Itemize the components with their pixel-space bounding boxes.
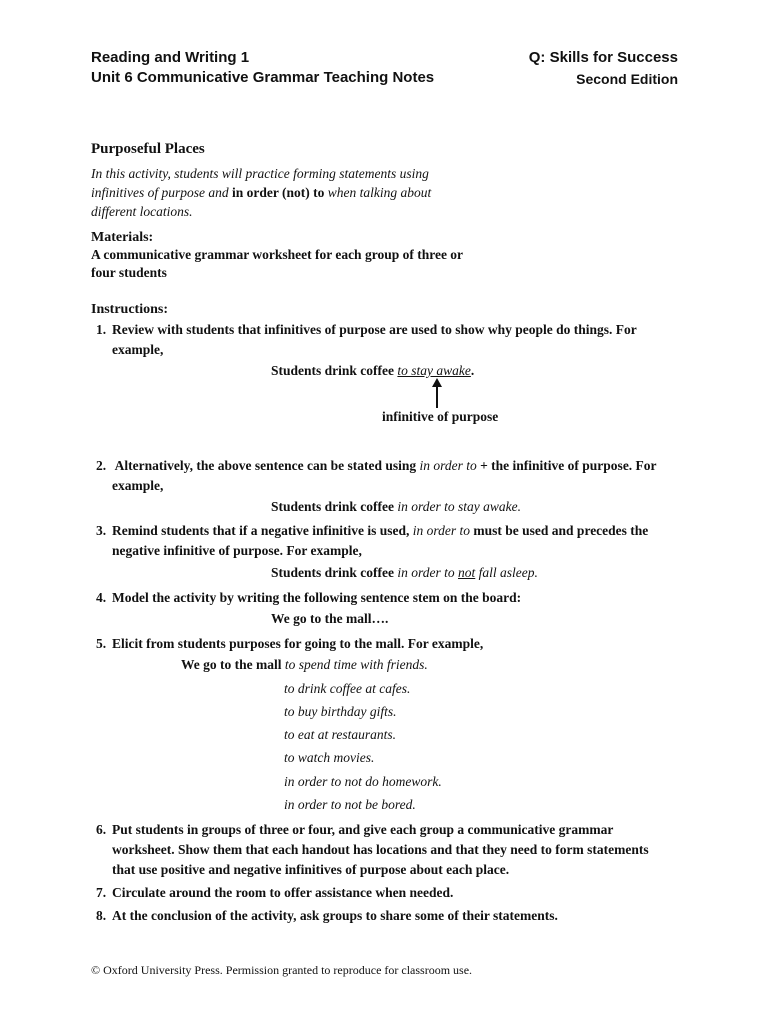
intro-line-2	[91, 185, 431, 201]
intro-emphasis: in order (not) to	[232, 185, 325, 200]
example-sentence-5	[181, 657, 428, 673]
instruction-step-5	[96, 634, 676, 654]
instruction-step-4	[96, 588, 676, 608]
step-text: Elicit from students purposes for going to the mall. For example,	[112, 636, 484, 651]
example-sentence-4: We go to the mall….	[271, 611, 389, 626]
example-infinitive: to stay awake	[397, 363, 471, 378]
purpose-list-item: in order to not be bored.	[284, 797, 416, 812]
purpose-list-item: to buy birthday gifts.	[284, 704, 397, 719]
purpose-list-item: to drink coffee at cafes.	[284, 681, 411, 696]
example-phrase: in order to stay awake.	[397, 499, 521, 514]
step-number: 1.	[96, 322, 107, 337]
header-series-title: Q: Skills for Success	[528, 49, 678, 66]
step-number: 3.	[96, 523, 107, 538]
example-period: .	[470, 363, 475, 378]
footer-copyright: © Oxford University Press. Permission granted to reproduce for classroom use.	[91, 963, 473, 977]
step-text-cont: example,	[112, 478, 164, 493]
example-phrase-end: fall asleep.	[475, 565, 538, 580]
step-text-cont: example,	[112, 342, 164, 357]
step-phrase: in order to	[412, 523, 471, 538]
purpose-list-item: to watch movies.	[284, 750, 375, 765]
step-text-cont: negative infinitive of purpose. For example,	[112, 543, 362, 558]
instruction-step-6	[96, 820, 676, 880]
step-phrase: in order to	[419, 458, 477, 473]
step-number: 2.	[96, 458, 107, 473]
step-text: Alternatively, the above sentence can be stated using	[112, 458, 420, 473]
infinitive-annotation: infinitive of purpose	[382, 409, 499, 424]
example-sentence-2	[271, 499, 521, 515]
instruction-step-1	[96, 320, 676, 360]
step-text-cont: worksheet. Show them that each handout has locations and that they need to form statements	[112, 842, 649, 857]
header-unit-title: Unit 6 Communicative Grammar Teaching Notes	[91, 69, 435, 86]
instruction-step-7	[96, 883, 676, 903]
header-edition: Second Edition	[576, 71, 678, 87]
step-number: 6.	[96, 822, 107, 837]
purpose-list-item: in order to not do homework.	[284, 774, 442, 789]
instruction-step-3	[96, 521, 676, 561]
example-text: Students drink coffee	[271, 499, 398, 514]
step-text: Put students in groups of three or four, and give each group a communicative grammar	[112, 822, 614, 837]
intro-text: infinitives of purpose and	[91, 185, 232, 200]
step-text: Circulate around the room to offer assistance when needed.	[112, 885, 454, 900]
example-text: We go to the mall	[181, 657, 285, 672]
intro-text-cont: when talking about	[324, 185, 432, 200]
example-text: Students drink coffee	[271, 565, 398, 580]
step-number: 8.	[96, 908, 107, 923]
example-text: Students drink coffee	[271, 363, 398, 378]
intro-line-3: different locations.	[91, 204, 193, 219]
instruction-step-2	[96, 456, 676, 496]
example-purpose: to spend time with friends.	[284, 657, 428, 672]
example-negation: not	[458, 565, 476, 580]
instruction-step-8	[96, 906, 676, 926]
step-number: 7.	[96, 885, 107, 900]
step-text-cont: must be used and precedes the	[470, 523, 649, 538]
example-sentence-1	[271, 363, 474, 379]
section-title: Purposeful Places	[91, 141, 205, 157]
materials-heading: Materials:	[91, 230, 154, 245]
intro-line-1: In this activity, students will practice forming statements using	[91, 166, 429, 181]
step-text: Remind students that if a negative infinitive is used,	[112, 523, 413, 538]
materials-line-1: A communicative grammar worksheet for each group of three or	[91, 247, 464, 262]
step-text: At the conclusion of the activity, ask groups to share some of their statements.	[112, 908, 558, 923]
step-text: Review with students that infinitives of purpose are used to show why people do things. For	[112, 322, 637, 337]
example-phrase: in order to	[397, 565, 459, 580]
materials-line-2: four students	[91, 265, 167, 280]
step-text-cont: that use positive and negative infinitives of purpose about each place.	[112, 862, 510, 877]
arrow-shaft	[436, 386, 438, 408]
example-sentence-3	[271, 565, 538, 581]
purpose-list-item: to eat at restaurants.	[284, 727, 397, 742]
step-number: 4.	[96, 590, 107, 605]
step-text-cont: + the infinitive of purpose. For	[476, 458, 657, 473]
instructions-heading: Instructions:	[91, 302, 169, 317]
header-book-title: Reading and Writing 1	[91, 49, 250, 66]
step-text: Model the activity by writing the following sentence stem on the board:	[112, 590, 522, 605]
step-number: 5.	[96, 636, 107, 651]
